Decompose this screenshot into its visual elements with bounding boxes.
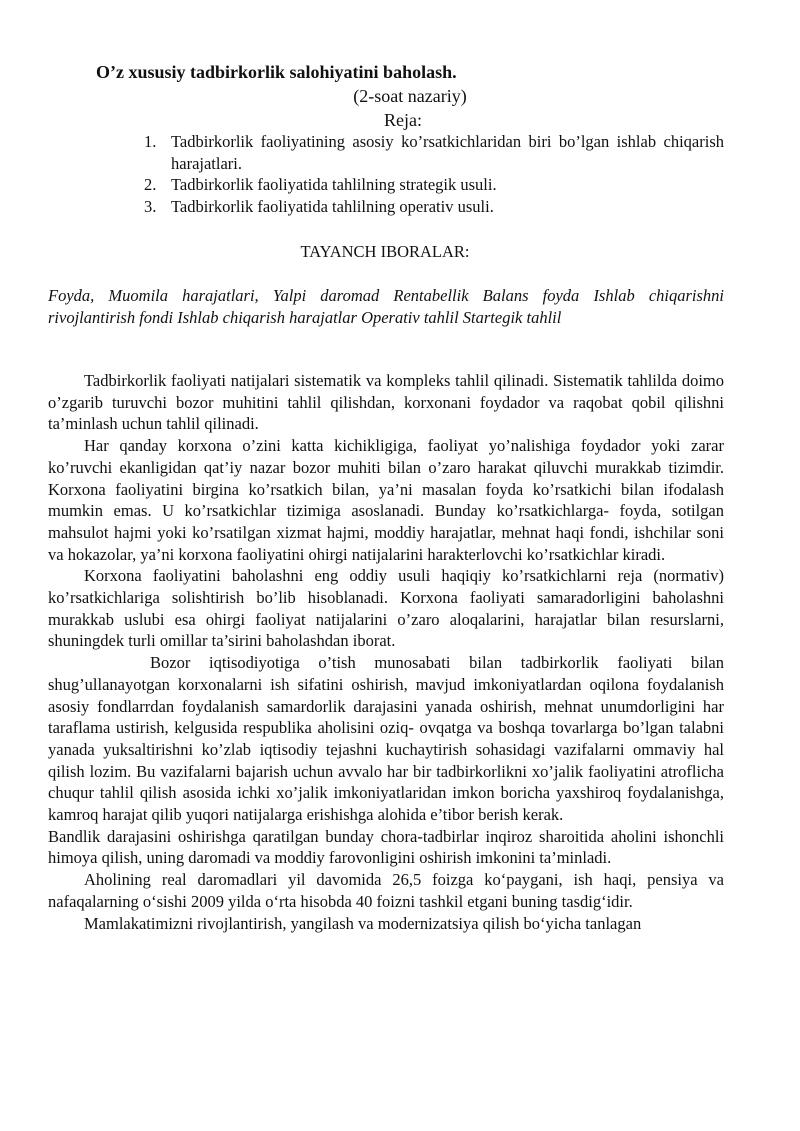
plan-heading: Reja: bbox=[384, 110, 422, 130]
plan-item bbox=[144, 131, 724, 174]
plan-item-text: Tadbirkorlik faoliyatida tahlilning strategik usuli. bbox=[171, 175, 497, 194]
keywords-list: Foyda, Muomila harajatlari, Yalpi daromad Rentabellik Balans foyda Ishlab chiqarishni rivojlantirish fondi Ishlab chiqarish harajatlar Operativ tahlil Startegik tahlil bbox=[48, 286, 724, 327]
plan-item-number: 1. bbox=[144, 132, 157, 151]
paragraph: Har qanday korxona o’zini katta kichikligiga, faoliyat yo’nalishiga foydador yoki zarar ko’ruvchi ekanligidan qat’iy nazar bozor muhiti bilan o’zaro harakat qiluvchi murakkab tizimdir. Korxona faoliyatini birgina ko’rsatkich bilan, ya’ni masalan foyda ko’rsatkichi bilan ifodalash mumkin emas. U ko’rsatkichlar tizimiga asoslanadi. Bunday ko’rsatkichlarga- foyda, sotilgan mahsulot hajmi yoki ko’rsatilgan xizmat hajmi, moddiy harajatlar, mehnat haqi fondi, ishchilar soni va hokazolar, ya’ni korxona faoliyatini ohirgi natijalarini harakterlovchi ko’rsatkichlar kiradi. bbox=[48, 436, 724, 564]
paragraph: Aholining real daromadlari yil davomida 26,5 foizga koʻpaygani, ish haqi, pensiya va nafaqalarning oʻsishi 2009 yilda oʻrta hisobda 40 foizni tashkil etgani buning tasdigʻidir. bbox=[48, 870, 724, 911]
plan-item-number: 2. bbox=[144, 175, 157, 194]
paragraph: Mamlakatimizni rivojlantirish, yangilash va modernizatsiya qilish boʻyicha tanlagan bbox=[84, 913, 642, 933]
paragraph: Bozor iqtisodiyotiga o’tish munosabati bilan tadbirkorlik faoliyati bilan shug’ullanayotgan korxonalarni ish sifatini oshirish, mavjud imkoniyatlardan oqilona foydalanish asosiy fondlarrdan foydalanish samardorlik darajasini yanada oshirish, mehnat unumdorligini har taraflama ustirish, kelgusida respublika aholisini oziq- ovqatga va boshqa tovarlarga bo’lgan talabni yanada yuksaltirishni ko’zlab iqtisodiy tejashni kuchaytirish sohasidagi vazifalarni ommaviy hal qilish lozim. Bu vazifalarni bajarish uchun avvalo har bir tadbirkorlikni xo’jalik faoliyatini atroflicha chuqur tahlil qilish asosida ichki xo’jalik imkoniyatlaridan imkon boricha yaxshiroq foydalanishga, kamroq harajat qilib yuqori natijalarga erishishga alohida e’tibor berish kerak. bbox=[48, 653, 724, 825]
plan-list bbox=[144, 131, 724, 217]
paragraph: Korxona faoliyatini baholashni eng oddiy usuli haqiqiy ko’rsatkichlarni reja (normativ) ko’rsatkichlariga solishtirish bo’lib hisoblanadi. Korxona faoliyati samaradorligini baholashni murakkab uslubi esa ohirgi faoliyat natijalarini o’zaro aloqalarini, harajatlar bilan resurslarni, shuningdek turli omillar ta’sirini baholashdan iborat. bbox=[48, 566, 724, 651]
paragraph: Bandlik darajasini oshirishga qaratilgan bunday chora-tadbirlar inqiroz sharoitida aholini ishonchli himoya qilish, uning daromadi va moddiy farovonligini oshirish imkonini ta’minladi. bbox=[48, 826, 724, 868]
keywords-heading: TAYANCH IBORALAR: bbox=[300, 242, 470, 261]
plan-item-text: Tadbirkorlik faoliyatining asosiy ko’rsatkichlaridan biri bo’lgan ishlab chiqarish harajatlari. bbox=[171, 132, 724, 173]
document-title: O’z xususiy tadbirkorlik salohiyatini baholash. bbox=[96, 62, 457, 82]
body-text bbox=[48, 370, 724, 934]
document-subtitle: (2-soat nazariy) bbox=[353, 86, 467, 106]
plan-item-number: 3. bbox=[144, 196, 157, 216]
plan-item bbox=[144, 174, 724, 196]
plan-item bbox=[144, 196, 724, 218]
paragraph: Tadbirkorlik faoliyati natijalari sistematik va kompleks tahlil qilinadi. Sistematik tahlilda doimo o’zgarib turuvchi bozor muhitini tahlil qilishdan, korxonani foydador va raqobat qobil qilishni ta’minlash uchun tahlil qilinadi. bbox=[48, 371, 724, 434]
plan-item-text: Tadbirkorlik faoliyatida tahlilning operativ usuli. bbox=[171, 196, 494, 216]
